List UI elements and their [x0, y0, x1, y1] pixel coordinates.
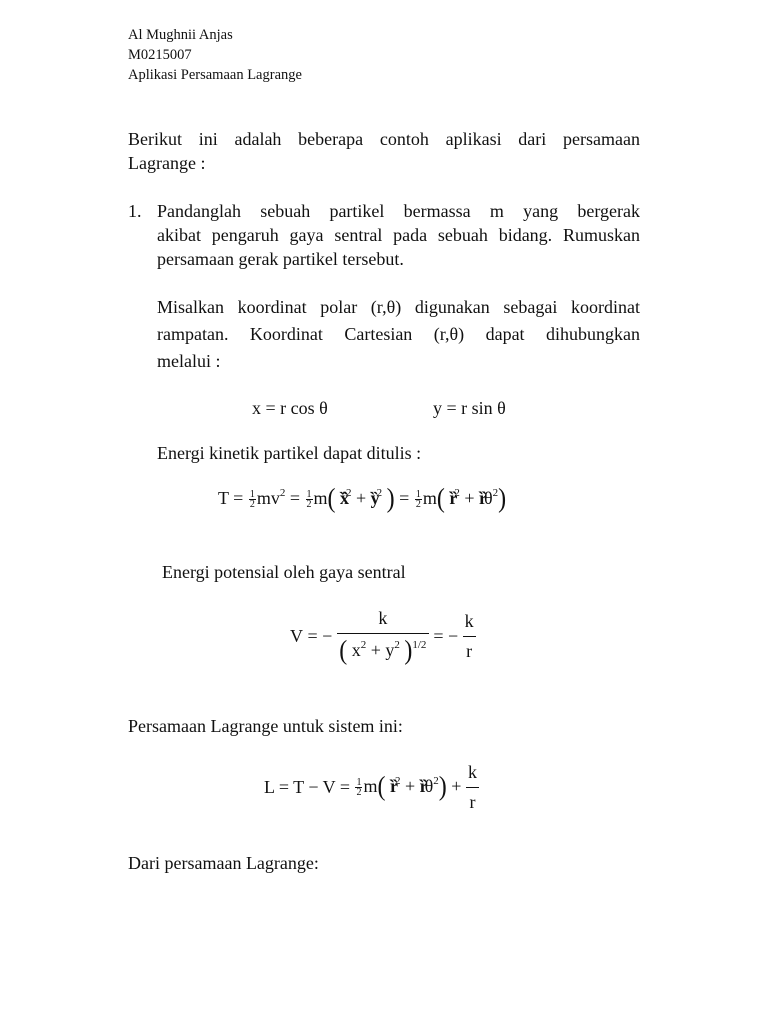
lagrangian-k: k: [466, 762, 479, 788]
problem-number: 1.: [128, 201, 142, 221]
problem-line-2: akibat pengaruh gaya sentral pada sebuah bidang. Rumuskan: [157, 225, 640, 245]
kinetic-m-1: m: [313, 488, 328, 508]
problem-line-3: persamaan gerak partikel tersebut.: [157, 249, 404, 269]
potential-fraction-1: $\frac{k}{( x^2 + y^2 )^{1/2}}$: [337, 608, 429, 665]
equation-y: y = r sin θ: [433, 398, 506, 418]
half-fraction: $\frac{1}{2}$: [356, 777, 362, 799]
potential-equation: V = − $\frac{k}{( x^2 + y^2 )^{1/2}}$ = − $\frac{k}{r}$: [290, 608, 474, 666]
potential-k-2: k: [463, 611, 476, 637]
potential-label: Energi potensial oleh gaya sentral: [162, 562, 406, 582]
lagrangian-label: Persamaan Lagrange untuk sistem ini:: [128, 716, 403, 736]
problem-statement: [157, 199, 640, 271]
kinetic-mv: mv: [256, 488, 280, 508]
intro-paragraph: [128, 127, 640, 175]
half-fraction: $\frac{1}{2}$: [249, 489, 255, 511]
potential-r: r: [466, 641, 473, 661]
kinetic-m-2: m: [422, 488, 437, 508]
intro-line-2: Lagrange :: [128, 153, 206, 173]
coords-paragraph: [157, 294, 640, 375]
author-name: Al Mughnii Anjas: [128, 27, 233, 43]
coords-line-3: melalui :: [157, 351, 221, 371]
kinetic-equation: T = $\frac{1}{2}$ $mv^2$ = $\frac{1}{2}$ m( x̂̏$^2$ + y̏$^2$ ) = $\frac{1}{2}$ m( ȑ$^2$ + $ȑ\theta^2$): [218, 483, 507, 514]
lagrangian-r: r: [469, 792, 476, 812]
lagrangian-equation: L = T − V = $\frac{1}{2}$ m( ȑ$^2$ + $ȑ\theta^2$) + $\frac{k}{r}$: [264, 762, 477, 812]
potential-fraction-2: [463, 611, 476, 662]
problem-line-1: Pandanglah sebuah partikel bermassa m yang bergerak: [157, 201, 640, 221]
half-fraction: $\frac{1}{2}$: [415, 489, 421, 511]
kinetic-label: Energi kinetik partikel dapat ditulis :: [157, 443, 422, 463]
coords-line-2: rampatan. Koordinat Cartesian (r,θ) dapat dihubungkan: [157, 324, 640, 344]
closing-label: Dari persamaan Lagrange:: [128, 853, 319, 873]
potential-k-1: k: [337, 608, 429, 634]
kinetic-T: T: [218, 488, 229, 508]
lagrangian-lhs: L = T − V =: [264, 777, 350, 797]
potential-V: V: [290, 626, 303, 646]
lagrangian-fraction: [466, 762, 479, 813]
document-title: Aplikasi Persamaan Lagrange: [128, 67, 302, 83]
student-id: M0215007: [128, 47, 192, 63]
half-fraction: $\frac{1}{2}$: [306, 489, 312, 511]
potential-exponent: 1/2: [412, 639, 427, 651]
equation-x: x = r cos θ: [252, 398, 328, 418]
coords-line-1: Misalkan koordinat polar (r,θ) digunakan sebagai koordinat: [157, 297, 640, 317]
intro-line-1: Berikut ini adalah beberapa contoh aplikasi dari persamaan: [128, 129, 640, 149]
